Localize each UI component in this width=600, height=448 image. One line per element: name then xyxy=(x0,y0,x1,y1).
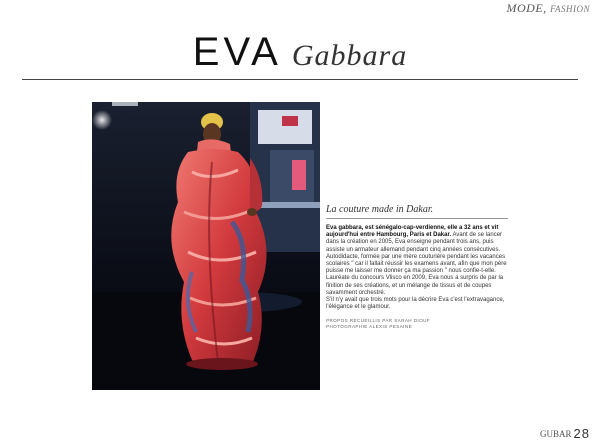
article-paragraph-3: S'il n'y avait que trois mots pour la décrire Eva c'est l'extravagance, l'élégance et le glamour. xyxy=(326,297,505,311)
title-first-name: EVA xyxy=(192,30,282,74)
section-tag xyxy=(506,1,590,16)
article-paragraph-2: Autodidacte, formée par une mère couturière pendant les vacances scolaires " car il fallait réussir les examens avant, afin que mon père puisse me laisser me donner ça ma passion " nous confie-t-elle. Lauréate du concours Vlisco en 2009, Eva nous a surpris de par la finition de ses créations, et un mélange de tissus et de coupes savamment orchestré. xyxy=(326,253,507,296)
subsection-label: FASHION xyxy=(550,4,590,14)
section-separator: , xyxy=(543,1,551,15)
page-footer xyxy=(540,425,590,443)
article-column xyxy=(326,204,508,330)
page-title xyxy=(0,30,600,75)
article-lead: Eva gabbara, est sénégalo-cap-verdienne, elle a 32 ans et vit aujourd'hui entre Hambourg, Paris et Dakar. xyxy=(326,225,499,239)
page-number: 28 xyxy=(573,426,590,442)
credit-photo: PHOTOGRAPHIE ALEXIS PESAINE xyxy=(326,324,413,330)
section-label: MODE xyxy=(506,1,544,15)
title-divider xyxy=(22,79,578,80)
fashion-photo-illustration xyxy=(92,102,320,390)
credit-interview: PROPOS RECUEILLIS PAR SARAH DIOUF xyxy=(326,318,430,324)
article-paragraph-1: Avant de se lancer dans la création en 2005, Eva enseigne pendant trois ans, puis assiste un armateur allemand pendant cinq années consécutives. xyxy=(326,232,503,253)
article-headline: La couture made in Dakar. xyxy=(326,204,508,219)
title-last-name: Gabbara xyxy=(291,39,408,72)
article-body xyxy=(326,225,508,311)
article-credits xyxy=(326,318,508,330)
fashion-photo xyxy=(92,102,320,390)
magazine-name: GUBAR xyxy=(540,428,572,439)
